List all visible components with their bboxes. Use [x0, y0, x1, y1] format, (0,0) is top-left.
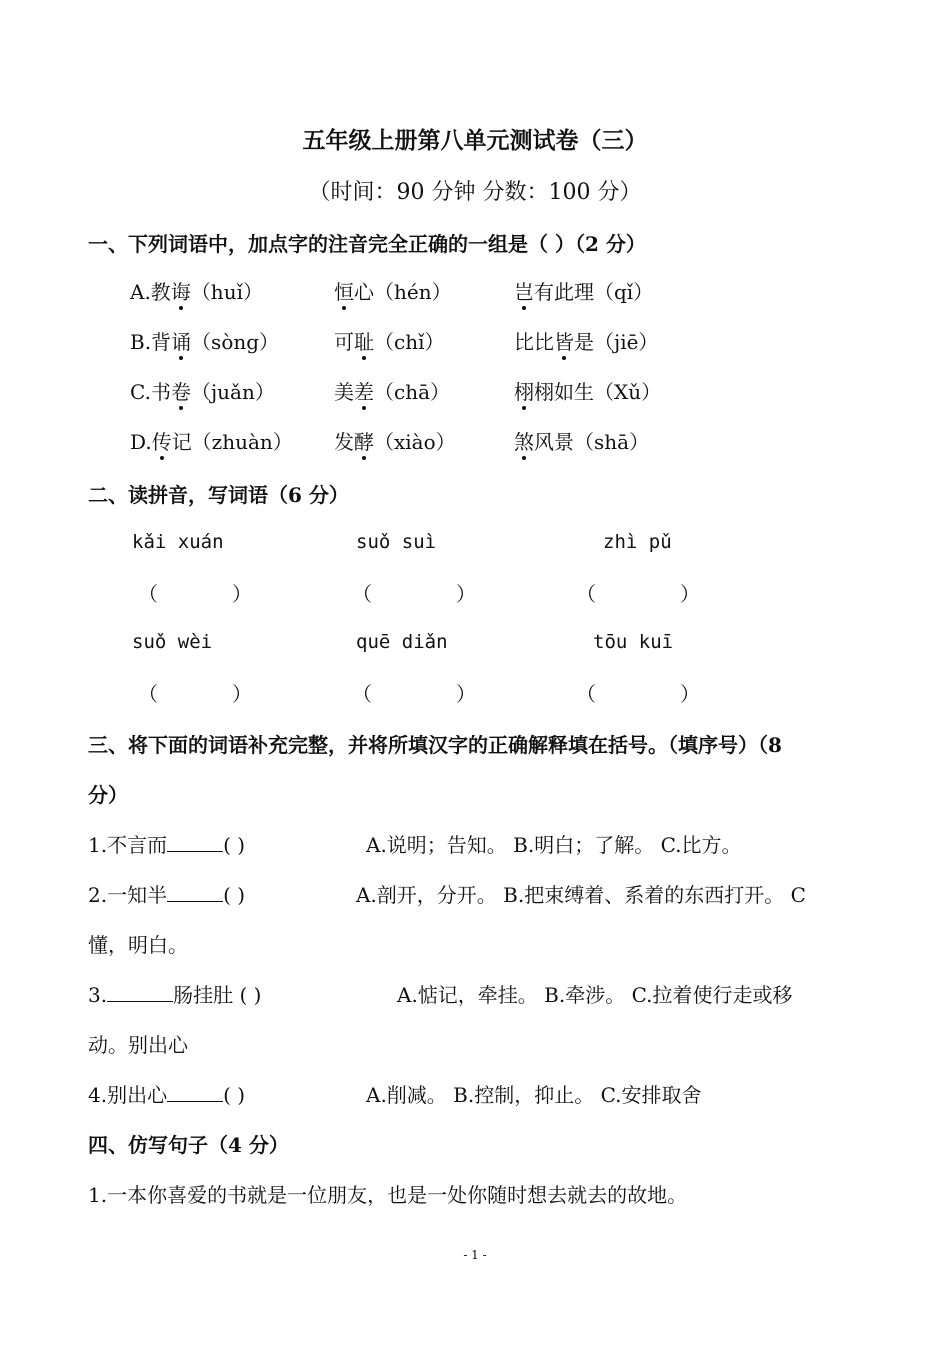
q2-answer-box-1-close: ）: [232, 582, 252, 606]
q1-option-a3: 岂有此理（qǐ）: [514, 276, 653, 305]
q1-option-c2: 美差（chā）: [334, 376, 450, 405]
q4-item-1: 1.一本你喜爱的书就是一位朋友，也是一处你随时想去就去的故地。: [88, 1183, 688, 1207]
q2-answer-box-5-close: ）: [456, 682, 476, 706]
q2-answer-box-6-open: （: [576, 682, 596, 706]
q2-answer-box-2-close: ）: [456, 582, 476, 606]
q3-item-3: 3. 肠挂肚 ( ): [88, 983, 262, 1007]
page-subtitle: （时间：90 分钟 分数：100 分）: [308, 180, 642, 205]
q2-answer-box-6-close: ）: [680, 682, 700, 706]
q1-option-a2: 恒心（hén）: [334, 276, 452, 305]
q1-option-d3: 煞风景（shā）: [514, 426, 649, 455]
q2-answer-box-1-open: （: [138, 582, 158, 606]
q2-pinyin-4: suǒ wèi: [132, 631, 213, 653]
q3-item-2-wrap: 懂，明白。: [88, 933, 188, 957]
q2-pinyin-3: zhì pǔ: [603, 531, 672, 553]
page-title: 五年级上册第八单元测试卷（三）: [302, 127, 648, 154]
q2-answer-box-4-close: ）: [232, 682, 252, 706]
q1-option-b3: 比比皆是（jiē）: [514, 326, 658, 355]
q3-heading: 三、将下面的词语补充完整，并将所填汉字的正确解释填在括号。（填序号）（8: [88, 733, 782, 757]
q2-answer-box-3-open: （: [576, 582, 596, 606]
q2-answer-box-3-close: ）: [680, 582, 700, 606]
q2-heading: 二、读拼音，写词语（6 分）: [88, 483, 349, 507]
q3-item-4: 4.别出心 ( ): [88, 1083, 246, 1107]
q2-pinyin-1: kǎi xuán: [132, 531, 224, 553]
q1-heading: 一、下列词语中，加点字的注音完全正确的一组是（ ）（2 分）: [88, 232, 646, 256]
q3-item-3-wrap: 动。别出心: [88, 1033, 188, 1057]
q1-option-c1: C.书卷（juǎn）: [130, 376, 275, 405]
q3-heading-wrap: 分）: [88, 783, 128, 807]
q1-option-a1: A.教诲（huǐ）: [130, 276, 263, 305]
q2-answer-box-5-open: （: [352, 682, 372, 706]
q1-option-b2: 可耻（chǐ）: [334, 326, 444, 355]
q1-option-b1: B.背诵（sòng）: [130, 326, 279, 355]
q3-item-1-options: A.说明；告知。 B.明白；了解。 C.比方。: [366, 833, 742, 857]
q3-item-1: 1.不言而 ( ): [88, 833, 246, 857]
q3-item-3-options: A.惦记，牵挂。 B.牵涉。 C.拉着使行走或移: [397, 983, 793, 1007]
q1-option-d1: D.传记（zhuàn）: [130, 426, 293, 455]
q3-item-4-options: A.削减。 B.控制，抑止。 C.安排取舍: [366, 1083, 702, 1107]
q2-pinyin-2: suǒ suì: [356, 531, 437, 553]
page-number: - 1 -: [463, 1248, 487, 1262]
q3-item-2-options: A.剖开，分开。 B.把束缚着、系着的东西打开。 C: [356, 883, 806, 907]
q2-answer-box-2-open: （: [352, 582, 372, 606]
q3-item-2: 2.一知半 ( ): [88, 883, 246, 907]
q1-option-d2: 发酵（xiào）: [334, 426, 456, 455]
q2-pinyin-5: quē diǎn: [356, 631, 448, 653]
q2-pinyin-6: tōu kuī: [593, 631, 674, 653]
q2-answer-box-4-open: （: [138, 682, 158, 706]
q1-option-c3: 栩栩如生（Xǔ）: [514, 376, 661, 405]
q4-heading: 四、仿写句子（4 分）: [88, 1133, 289, 1157]
